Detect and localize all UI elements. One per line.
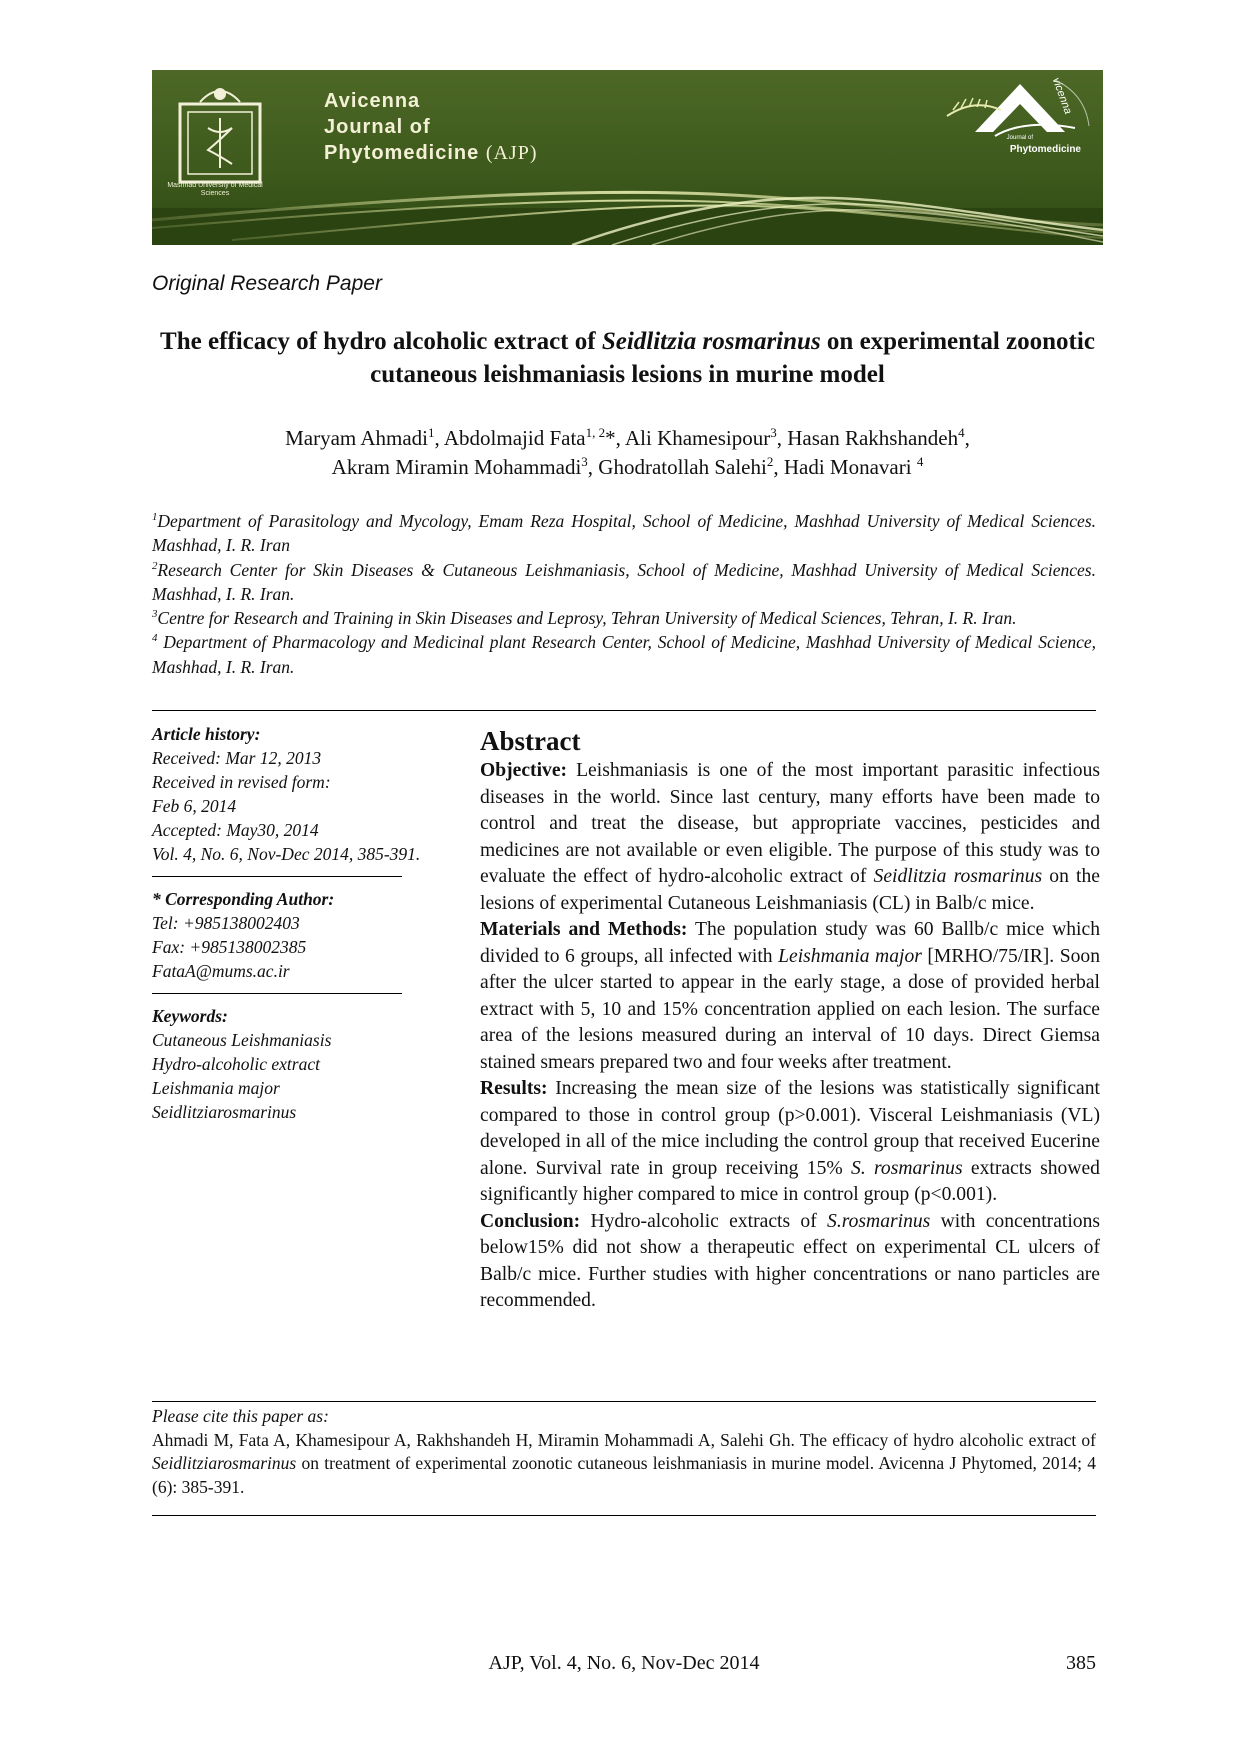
conclusion-species: S.rosmarinus (827, 1210, 931, 1232)
journal-logo-small-text: Journal of (1006, 135, 1033, 141)
abstract-heading: Abstract (480, 726, 581, 756)
sidebar-divider (152, 876, 402, 877)
corresponding-author (152, 887, 422, 983)
methods-species: Leishmania major (778, 945, 922, 967)
journal-abbr: (AJP) (485, 142, 538, 164)
author-affil-sup: 3 (581, 454, 588, 469)
methods-label: Materials and Methods: (480, 919, 688, 940)
affiliation-text: Department of Pharmacology and Medicinal plant Research Center, School of Medicine, Mashhad University of Medical Science, Mashhad, I. R. Iran. (152, 632, 1096, 677)
page-number: 385 (1066, 1652, 1096, 1674)
author-affil-sup: 3 (770, 425, 777, 440)
author-name: Ali Khamesipour (624, 426, 771, 450)
cite-bottom-divider (152, 1515, 1096, 1516)
objective-text: Leishmaniasis is one of the most important parasitic infectious diseases in the world. Since last century, many efforts have been made to control and treat the disease, but appropriate vaccines, pesticides and medicines are not available or even eligible. The purpose of this study was to evaluate the effect of hydro-alcoholic extract of (480, 760, 1100, 887)
author (787, 426, 970, 450)
keywords-heading: Keywords: (152, 1006, 228, 1026)
keyword: Cutaneous Leishmaniasis (152, 1030, 332, 1050)
results-text-end: extracts showed significantly higher compared to mice in control group (p<0.001). (480, 1157, 1100, 1205)
article-info-sidebar (152, 722, 422, 1124)
affiliation-number: 1 (152, 511, 158, 524)
keyword: Seidlitziarosmarinus (152, 1102, 297, 1122)
article-history (152, 722, 422, 866)
article-history-heading: Article history: (152, 724, 261, 744)
author (444, 426, 625, 450)
conclusion-text-end: with concentrations below15% did not show a therapeutic effect on experimental CL ulcers of Balb/c mice. Further studies with higher concentrations or nano particles are recommended. (480, 1210, 1100, 1311)
conclusion-text: Hydro-alcoholic extracts of (580, 1210, 828, 1232)
affiliation-number: 2 (152, 559, 158, 572)
revised-date: Feb 6, 2014 (152, 796, 237, 816)
paper-title (152, 325, 1103, 391)
author-separator: , (964, 426, 970, 450)
conclusion-label: Conclusion: (480, 1210, 581, 1232)
cite-text-end: on treatment of experimental zoonotic cutaneous leishmaniasis in murine model. Avicenna J Phytomed, 2014; 4 (6): 385-391. (152, 1453, 1096, 1497)
author-separator: , (587, 455, 599, 479)
results-text: Increasing the mean size of the lesions was statistically significant compared to those in control group (p>0.001). Visceral Leishmaniasis (VL) developed in all of the mice including the control group that received Eucerine alone. Survival rate in group receiving 15% (480, 1078, 1100, 1179)
abstract-conclusion (480, 1209, 1100, 1315)
objective-species: Seidlitzia rosmarinus (873, 866, 1043, 887)
methods-text-end: [MRHO/75/IR]. Soon after the ulcer started to appear in the early stage, a dose of provided herbal extract with 5, 10 and 15% concentration applied on each lesion. The surface area of the lesions measured during an interval of 10 days. Direct Giemsa stained smears prepared two and four weeks after treatment. (480, 945, 1100, 1073)
journal-logo-name: Phytomedicine (1009, 144, 1081, 155)
results-species: S. rosmarinus (851, 1157, 963, 1179)
abstract-results (480, 1076, 1100, 1209)
author-separator: , (434, 426, 444, 450)
cite-species: Seidlitziarosmarinus (152, 1453, 297, 1473)
results-label: Results: (480, 1078, 548, 1099)
author-name: Maryam Ahmadi (285, 426, 429, 450)
received-date: Received: Mar 12, 2013 (152, 748, 322, 768)
author-name: Akram Miramin Mohammadi (331, 455, 582, 479)
author-separator: , (773, 455, 784, 479)
affiliation-number: 3 (152, 608, 158, 621)
affiliation-text: Centre for Research and Training in Skin Diseases and Leprosy, Tehran University of Medical Sciences, Tehran, I. R. Iran. (157, 608, 1017, 629)
author-name: Hasan Rakhshandeh (787, 426, 959, 450)
author (598, 455, 784, 479)
sidebar-divider (152, 993, 402, 994)
author (332, 455, 599, 479)
title-species: Seidlitzia rosmarinus (601, 328, 821, 355)
affiliation-text: Research Center for Skin Diseases & Cutaneous Leishmaniasis, School of Medicine, Mashhad University of Medical Sciences. Mashhad, I. R. Iran. (152, 559, 1096, 604)
header-divider (152, 710, 1096, 711)
affiliation-number: 4 (152, 632, 158, 645)
abstract-objective (480, 758, 1100, 917)
author-tel: Tel: +985138002403 (152, 913, 300, 933)
cite-top-divider (152, 1401, 1096, 1402)
author (784, 455, 923, 479)
affiliations (152, 509, 1096, 679)
abstract-methods (480, 917, 1100, 1076)
author-affil-sup: 4 (916, 454, 924, 469)
author-affil-sup: 4 (958, 425, 965, 440)
accepted-date: Accepted: May30, 2014 (152, 820, 319, 840)
author-name: Hadi Monavari (783, 455, 917, 479)
author (285, 426, 444, 450)
revised-label: Received in revised form: (152, 772, 331, 792)
keyword: Leishmania major (152, 1078, 280, 1098)
affiliation (152, 509, 1096, 558)
author-affil-sup: 1 (428, 425, 435, 440)
objective-text-end: on the lesions of experimental Cutaneous Leishmaniasis (CL) in Balb/c mice. (480, 866, 1100, 914)
paper-type: Original Research Paper (152, 272, 382, 295)
author-email[interactable]: FataA@mums.ac.ir (152, 961, 290, 981)
author-affil-sup: 1, 2 (585, 425, 606, 440)
objective-label: Objective: (480, 760, 568, 781)
university-seal-icon (170, 78, 270, 188)
methods-text: The population study was 60 Ballb/c mice which divided to 6 groups, all infected with (480, 919, 1100, 967)
journal-name-line1: Avicenna (324, 90, 421, 112)
journal-name-line2: Journal of (324, 116, 431, 138)
journal-name-line3 (324, 140, 538, 166)
cite-text-start: Ahmadi M, Fata A, Khamesipour A, Rakhshandeh H, Miramin Mohammadi A, Salehi Gh. The efficacy of hydro alcoholic extract of (152, 1429, 1096, 1450)
footer-journal-info: AJP, Vol. 4, No. 6, Nov-Dec 2014 (488, 1652, 760, 1674)
keywords (152, 1004, 422, 1124)
abstract (480, 724, 1100, 1315)
title-part1: The efficacy of hydro alcoholic extract of (160, 328, 602, 355)
cite-text (152, 1429, 1096, 1500)
author-list (152, 424, 1103, 482)
journal-banner (152, 70, 1103, 245)
corresponding-heading: * Corresponding Author: (152, 889, 335, 909)
affiliation (152, 606, 1096, 630)
author-separator: *, (605, 426, 625, 450)
affiliation-text: Department of Parasitology and Mycology, Emam Reza Hospital, School of Medicine, Mashhad University of Medical Sciences. Mashhad, I. R. Iran (152, 511, 1096, 556)
author-name: Abdolmajid Fata (443, 426, 586, 450)
author-affil-sup: 2 (766, 454, 774, 469)
journal-name-line3-text: Phytomedicine (324, 142, 480, 164)
affiliation (152, 558, 1096, 607)
university-seal-caption: Mashhad University of Medical Sciences (167, 182, 263, 197)
citation-box (152, 1405, 1096, 1499)
author-fax: Fax: +985138002385 (152, 937, 307, 957)
author-separator: , (776, 426, 788, 450)
author (625, 426, 787, 450)
volume-info: Vol. 4, No. 6, Nov-Dec 2014, 385-391. (152, 844, 421, 864)
title-part2: on experimental zoonotic cutaneous leishmaniasis lesions in murine model (370, 328, 1095, 388)
keyword: Hydro-alcoholic extract (152, 1054, 320, 1074)
journal-name (324, 88, 538, 166)
author-name: Ghodratollah Salehi (598, 455, 767, 479)
journal-logo-arc-text: vicenna (1049, 76, 1075, 116)
cite-label: Please cite this paper as: (152, 1406, 329, 1426)
affiliation (152, 630, 1096, 679)
